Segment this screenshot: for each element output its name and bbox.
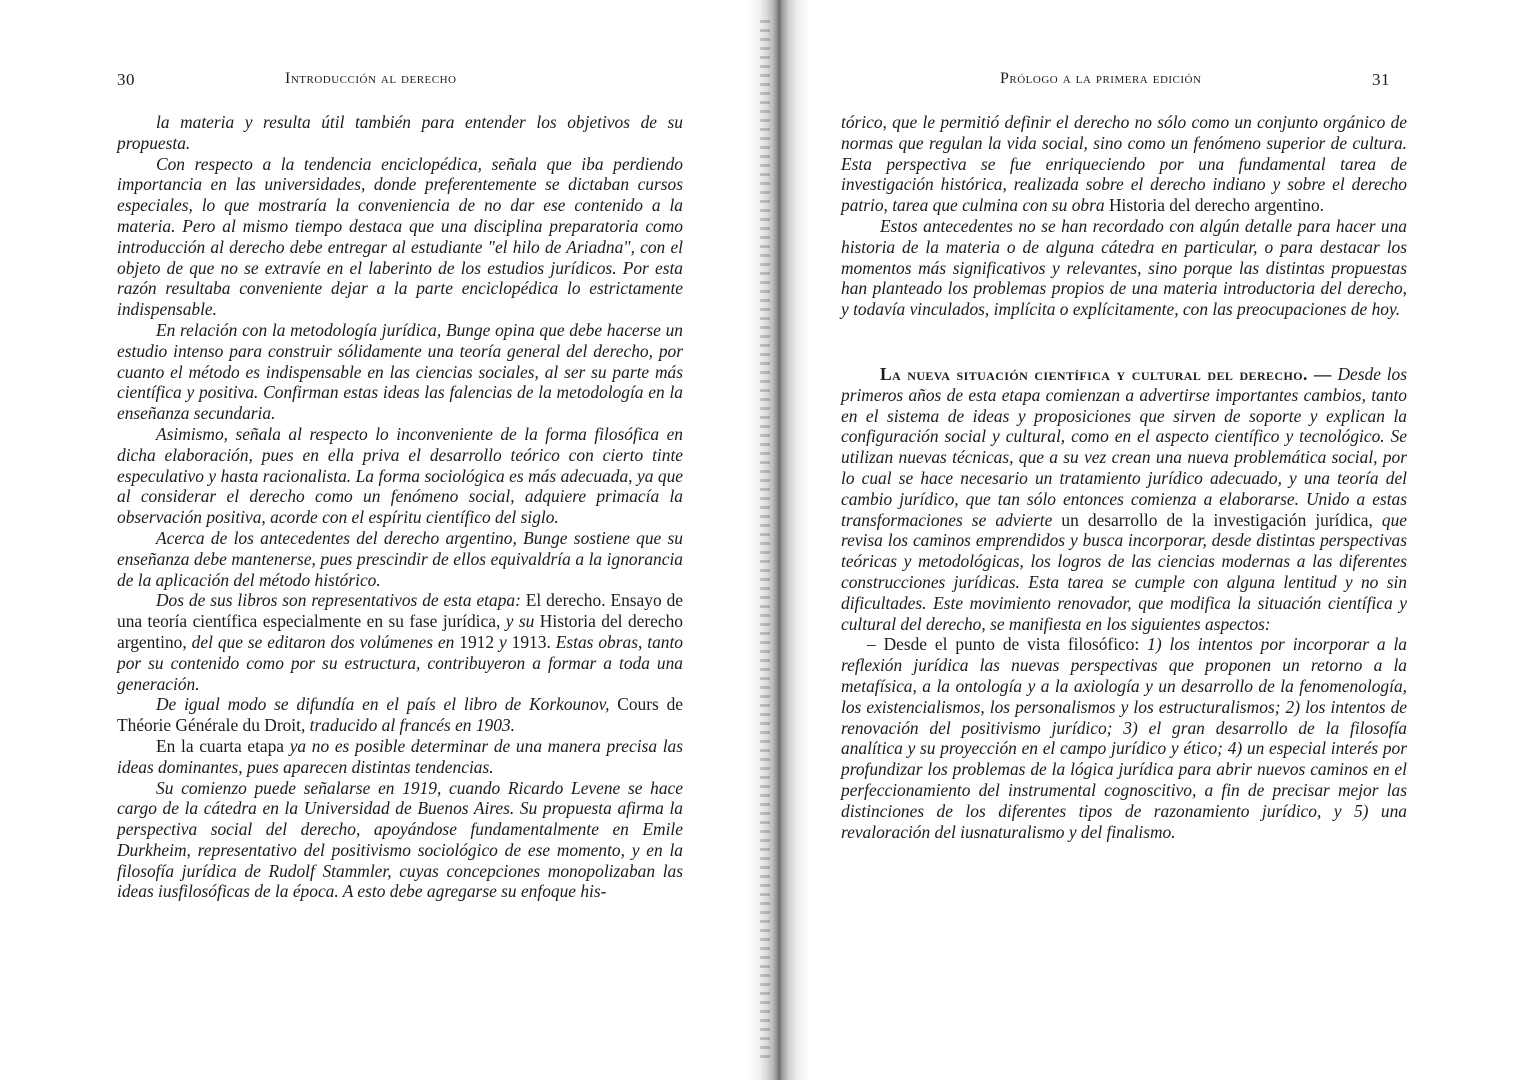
italic-text-run: que revisa los caminos emprendidos y busca incorporar, desde distintas perspectivas teóricas y metodológicas, los logros de las ciencias modernas a las diferentes construcciones jurídicas. Esta tarea se cumple con alguna lentitud y no sin dificultades. Este movimiento renovador, que modifica la situación científica y cultural del derecho, se manifiesta en los siguientes aspectos: — [841, 509, 1407, 634]
italic-text-run: Estas obras, tanto por su contenido como por su estructura, contribuyeron a formar a toda una generación. — [117, 631, 683, 694]
paragraph — [841, 634, 1407, 842]
paragraph — [117, 778, 683, 903]
italic-text-run: y su — [500, 611, 540, 632]
italic-text-run: traducido al francés en 1903. — [305, 715, 515, 736]
upright-text-run: En la cuarta etapa — [156, 735, 285, 756]
italic-text-run: Estos antecedentes no se han recordado con algún detalle para hacer una historia de la materia o de alguna cátedra en particular, o para destacar los momentos más significativos y relevantes, sino porque las distintas propuestas han planteado los problemas propios de una materia introductoria del derecho, y todavía vinculados, implícita o explícitamente, con las preocupaciones de hoy. — [841, 215, 1407, 320]
left-page — [0, 0, 748, 1080]
italic-text-run: ya no es posible determinar de una manera precisa las ideas dominantes, pues aparecen distintas tendencias. — [117, 735, 683, 777]
paragraph — [117, 154, 683, 320]
italic-text-run: del que se editaron dos volúmenes en — [186, 631, 460, 652]
paragraph — [117, 590, 683, 694]
right-body-part-b — [841, 364, 1407, 842]
upright-text-run: un desarrollo de la investigación jurídica, — [1061, 509, 1373, 530]
upright-text-run: Historia del derecho argentino, — [117, 611, 683, 652]
italic-text-run: De igual modo se difundía en el país el libro de Korkounov, — [156, 694, 618, 715]
left-page-number: 30 — [117, 70, 135, 89]
right-running-head — [800, 70, 1408, 92]
right-page-number: 31 — [1372, 70, 1390, 89]
italic-text-run: tórico, que le permitió definir el derecho no sólo como un conjunto orgánico de normas que regulan la vida social, sino como un fenómeno superior de cultura. Esta perspectiva se fue enriqueciendo por una fundamental tarea de investigación histórica, realizada sobre el derecho indiano y sobre el derecho patrio, tarea que culmina con su obra — [841, 112, 1407, 216]
upright-text-run: Cours de Théorie Générale du Droit, — [117, 694, 683, 736]
right-body-part-a — [841, 112, 1407, 320]
italic-text-run: Desde los primeros años de esta etapa comienzan a advertirse importantes cambios, tanto en el sistema de ideas y proposiciones que sirven de soporte y explican la configuración social y cultural, como en el aspecto científico y tecnológico. Se utilizan nuevas técnicas, que a su vez crean una nueva problemática social, por lo cual se hace necesario un tratamiento jurídico adecuado, y una teoría del cambio jurídico, que tan sólo entonces comienza a elaborarse. Unido a estas transformaciones se advierte — [841, 363, 1408, 530]
upright-text-run: 1912 — [459, 631, 495, 652]
italic-text-run: Su comienzo puede señalarse en 1919, cuando Ricardo Levene se hace cargo de la cátedra en la Universidad de Buenos Aires. Su propuesta afirma la perspectiva social del derecho, apoyándose fundamentalmente en Emile Durkheim, representativo del positivismo sociológico de ese momento, y en la filosofía jurídica de Rudolf Stammler, cuyas concepciones monopolizaban las ideas iusfilosóficas de la época. A esto debe agregarse su enfoque his- — [117, 777, 683, 902]
italic-text-run: Acerca de los antecedentes del derecho argentino, Bunge sostiene que su enseñanza debe mantenerse, pues prescindir de ellos equivaldría a la ignorancia de la aplicación del método histórico. — [117, 527, 683, 590]
section-heading: La nueva situación científica y cultural del derecho. — — [880, 363, 1332, 384]
gutter-shadow — [760, 20, 770, 1060]
left-running-title: Introducción al derecho — [285, 70, 457, 87]
italic-text-run: y — [494, 631, 512, 652]
paragraph — [117, 528, 683, 590]
italic-text-run: la materia y resulta útil también para entender los objetivos de su propuesta. — [117, 112, 683, 153]
paragraph — [117, 112, 683, 154]
italic-text-run: Con respecto a la tendencia enciclopédica, señala que iba perdiendo importancia en las universidades, donde preferentemente se dictaban cursos especiales, lo que mostraría la conveniencia de no dar ese contenido a la materia. Pero al mismo tiempo destaca que una disciplina preparatoria como introducción al derecho debe entregar al estudiante "el hilo de Ariadna", con el objeto de que no se extravíe en el laberinto de los estudios jurídicos. Por esta razón resultaba conveniente dejar a la parte enciclopédica lo estrictamente indispensable. — [117, 153, 683, 320]
right-body-text — [841, 112, 1407, 842]
paragraph — [117, 320, 683, 424]
upright-text-run: – Desde el punto de vista filosófico: — [867, 634, 1140, 655]
upright-text-run: 1913. — [511, 631, 551, 652]
upright-text-run: El derecho. Ensayo de una teoría científica especialmente en su fase jurídica, — [117, 590, 683, 632]
section-gap — [841, 320, 1407, 364]
paragraph — [117, 424, 683, 528]
left-body-text — [117, 112, 683, 902]
right-running-title: Prólogo a la primera edición — [1000, 70, 1202, 87]
italic-text-run: Dos de sus libros son representativos de esta etapa: — [156, 590, 526, 611]
paragraph — [841, 216, 1407, 320]
upright-text-run: Historia del derecho argentino. — [1108, 195, 1324, 216]
paragraph — [117, 736, 683, 778]
italic-text-run: Asimismo, señala al respecto lo inconveniente de la forma filosófica en dicha elaboración, pues en ella priva el desarrollo teórico con cierto tinte especulativo y hasta racionalista. La forma sociológica es más adecuada, ya que al considerar el derecho como un fenómeno social, adquiere primacía la observación positiva, acorde con el espíritu científico del siglo. — [117, 423, 683, 528]
paragraph — [841, 364, 1407, 634]
italic-text-run: 1) los intentos por incorporar a la reflexión jurídica las nuevas perspectivas que proponen un retorno a la metafísica, a la ontología y a la axiología y un desarrollo de la fenomenología, los existencialismos, los personalismos y los estructuralismos; 2) los intentos de renovación del positivismo jurídico; 3) el gran desarrollo de la filosofía analítica y su proyección en el campo jurídico y ético; 4) un especial interés por profundizar los problemas de la lógica jurídica para abrir nuevos caminos en el perfeccionamiento del instrumental cognoscitivo, a fin de precisar mejor las distinciones de los diferentes tipos de razonamiento jurídico, y 5) una revaloración del iusnaturalismo y del finalismo. — [841, 634, 1407, 842]
right-page — [800, 0, 1526, 1080]
left-running-head — [117, 70, 683, 92]
paragraph — [117, 694, 683, 736]
paragraph — [841, 112, 1407, 216]
italic-text-run: En relación con la metodología jurídica, Bunge opina que debe hacerse un estudio intenso para construir sólidamente una teoría general del derecho, por cuanto el método es indispensable en las ciencias sociales, al ser su parte más científica y positiva. Confirman estas ideas las falencias de la metodología en la enseñanza secundaria. — [117, 319, 683, 424]
